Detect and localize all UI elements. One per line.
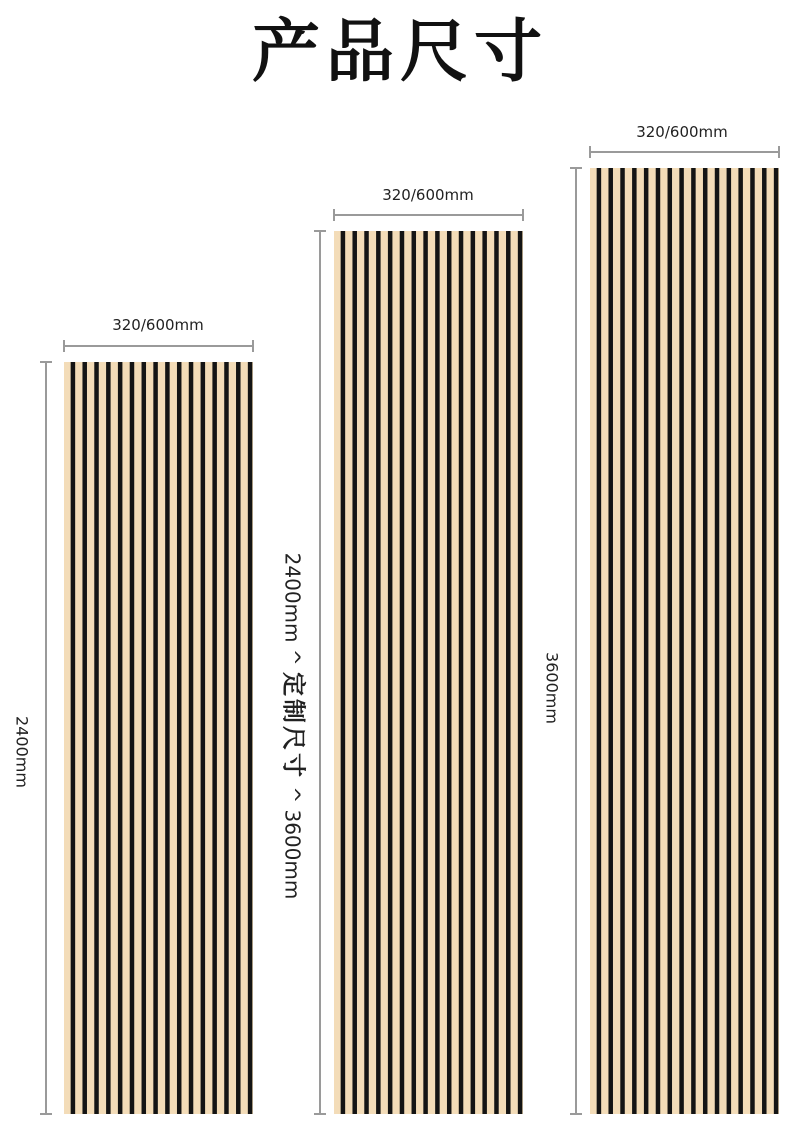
slat — [774, 168, 779, 1114]
slat — [364, 231, 369, 1114]
slat — [447, 231, 452, 1114]
slat — [506, 231, 511, 1114]
panel-3600 — [570, 123, 779, 1114]
slat — [762, 168, 767, 1114]
slat — [471, 231, 476, 1114]
panel-2400-height-dimension — [40, 362, 52, 1114]
slat — [201, 362, 206, 1114]
slat — [153, 362, 158, 1114]
slat — [400, 231, 405, 1114]
slat — [494, 231, 499, 1114]
slat — [165, 362, 170, 1114]
slat — [94, 362, 99, 1114]
panel-custom-height-dimension — [314, 231, 326, 1114]
slat — [423, 231, 428, 1114]
slat — [518, 231, 523, 1114]
slat — [620, 168, 625, 1114]
slat — [106, 362, 111, 1114]
slat — [118, 362, 123, 1114]
slat — [248, 362, 253, 1114]
panel-2400-width-label: 320/600mm — [112, 316, 204, 334]
slat — [142, 362, 147, 1114]
slat — [189, 362, 194, 1114]
panel-custom-width-dimension — [334, 209, 523, 221]
custom-size-text: 定制尺寸 — [279, 672, 308, 780]
slat — [388, 231, 393, 1114]
panel-2400-height-label: 2400mm — [12, 716, 32, 788]
slat — [644, 168, 649, 1114]
slat — [632, 168, 637, 1114]
slat — [715, 168, 720, 1114]
slat — [130, 362, 135, 1114]
slat — [212, 362, 217, 1114]
custom-size-label — [279, 553, 314, 900]
page-title: 产品尺寸 — [251, 13, 548, 92]
slat — [459, 231, 464, 1114]
slat — [352, 231, 357, 1114]
panel-3600-width-dimension — [590, 146, 779, 158]
slat — [727, 168, 732, 1114]
slat — [597, 168, 602, 1114]
panel-3600-height-dimension — [570, 168, 582, 1114]
slat — [412, 231, 417, 1114]
slat — [224, 362, 229, 1114]
custom-size-from: 2400mm — [280, 552, 305, 643]
panel-3600-height-label: 3600mm — [542, 652, 562, 724]
custom-size-caret-2: ^ — [280, 786, 305, 804]
slat — [435, 231, 440, 1114]
panel-2400 — [40, 316, 253, 1114]
slat — [177, 362, 182, 1114]
panel-3600-width-label: 320/600mm — [636, 123, 728, 141]
slat — [679, 168, 684, 1114]
panel-2400-width-dimension — [64, 340, 253, 352]
slat — [608, 168, 613, 1114]
slat — [482, 231, 487, 1114]
slat — [703, 168, 708, 1114]
slat — [82, 362, 87, 1114]
slat — [668, 168, 673, 1114]
custom-size-caret-1: ^ — [280, 648, 305, 666]
slat — [71, 362, 76, 1114]
custom-size-to: 3600mm — [280, 809, 305, 900]
panel-custom-width-label: 320/600mm — [382, 186, 474, 204]
slat — [376, 231, 381, 1114]
slat — [691, 168, 696, 1114]
slat — [750, 168, 755, 1114]
slat — [341, 231, 346, 1114]
slat — [738, 168, 743, 1114]
panel-custom — [314, 186, 523, 1114]
slat — [656, 168, 661, 1114]
slat — [236, 362, 241, 1114]
